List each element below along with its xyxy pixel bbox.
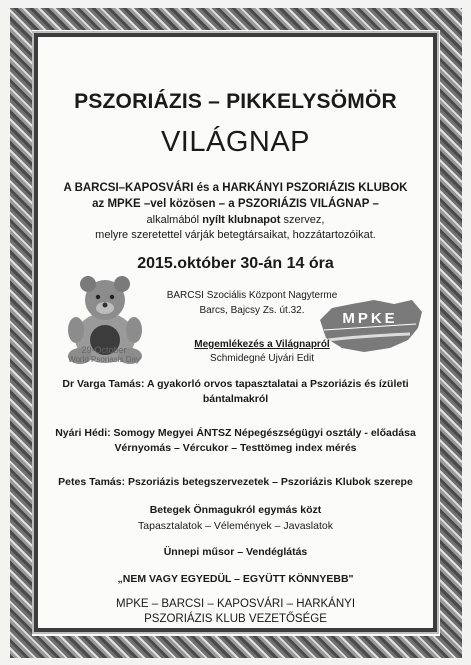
world-psoriasis-day-caption bbox=[44, 345, 164, 365]
poster-title: PSZORIÁZIS – PIKKELYSÖMÖR bbox=[74, 90, 397, 113]
mpke-logo-text: MPKE bbox=[342, 310, 398, 327]
organizers-text: A BARCSI–KAPOSVÁRI és a HARKÁNYI PSZORIÁZIS KLUBOK az MPKE –vel közösen – a PSZORIÁZIS VILÁGNAP – bbox=[63, 182, 408, 210]
talk-2-line-2: Vérnyomás – Vércukor – Testtömeg index mérés bbox=[114, 442, 357, 454]
bear-date: 29-October bbox=[81, 345, 127, 355]
invite-bold: nyílt klubnapot bbox=[202, 214, 281, 226]
invite-prefix: alkalmából bbox=[146, 214, 200, 226]
patients-title: Betegek Önmagukról egymás közt bbox=[149, 504, 322, 516]
patients-topics: Tapasztalatok – Vélemények – Javaslatok bbox=[138, 520, 333, 532]
invite-suffix: szervez, bbox=[283, 214, 325, 226]
footer-line-2: PSZORIÁZIS KLUB VEZETŐSÉGE bbox=[144, 613, 327, 625]
event-date: 2015.október 30-án 14 óra bbox=[137, 255, 334, 272]
venue-line-2: Barcs, Bajcsy Zs. út.32. bbox=[199, 305, 305, 316]
talk-2-line-1: Nyári Hédi: Somogy Megyei ÁNTSZ Népegészségügyi osztály - előadása bbox=[55, 427, 416, 439]
commemoration-speaker: Schmidegné Ujvári Edit bbox=[210, 353, 314, 364]
footer-line-1: MPKE – BARCSI – KAPOSVÁRI – HARKÁNYI bbox=[115, 598, 356, 610]
bear-caption: World Psoriasis Day bbox=[68, 355, 140, 364]
venue-line-1: BARCSI Szociális Központ Nagyterme bbox=[166, 290, 338, 301]
invite-line-1 bbox=[42, 213, 429, 228]
invite-line-2: melyre szeretettel várják betegtársaikat, hozzátartozóikat. bbox=[95, 229, 376, 241]
talk-3: Petes Tamás: Pszoriázis betegszervezetek – Pszoriázis Klubok szerepe bbox=[58, 476, 413, 488]
motto: „NEM VAGY EGYEDÜL – EGYÜTT KÖNNYEBB" bbox=[117, 573, 354, 585]
commemoration bbox=[177, 338, 347, 366]
talk-1-line-1: Dr Varga Tamás: A gyakorló orvos tapasztalatai a Pszoriázis és ízületi bbox=[62, 378, 409, 390]
talk-1-line-2: bántalmakról bbox=[202, 393, 269, 405]
commemoration-title: Megemlékezés a Világnapról bbox=[194, 339, 330, 350]
poster-content bbox=[42, 40, 429, 625]
poster-subtitle: VILÁGNAP bbox=[160, 126, 311, 158]
program: Ünnepi műsor – Vendéglátás bbox=[163, 546, 308, 558]
